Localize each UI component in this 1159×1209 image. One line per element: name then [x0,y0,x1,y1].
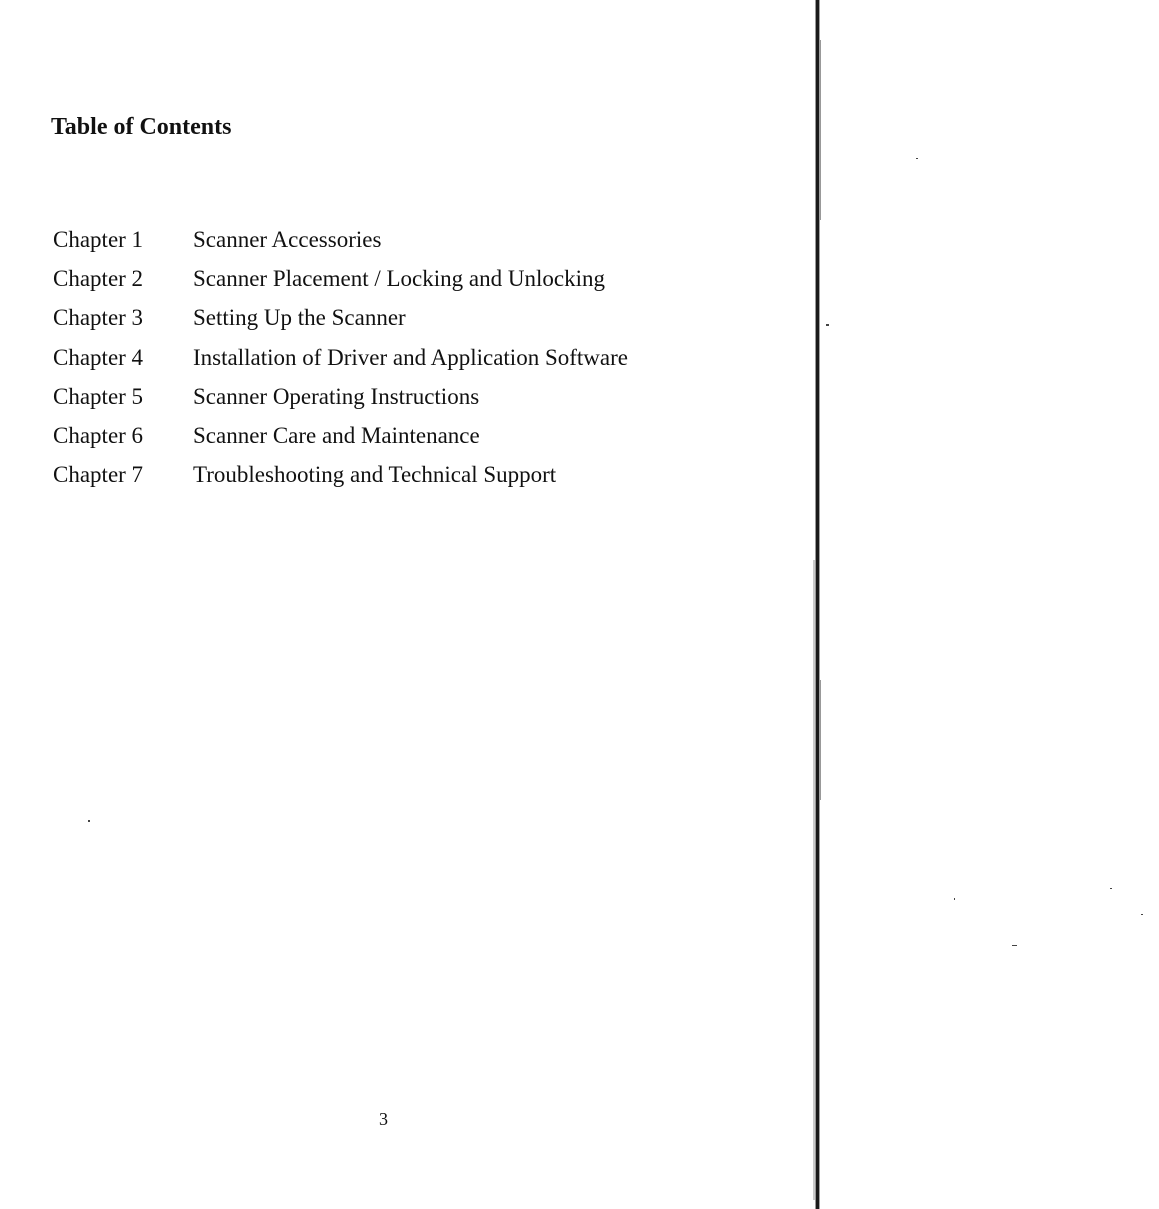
page-number: 3 [379,1109,388,1129]
toc-heading: Table of Contents [51,114,232,140]
toc-chapter-title: Scanner Operating Instructions [193,383,480,409]
toc-chapter-title: Installation of Driver and Application Software [193,344,628,370]
toc-chapter-label: Chapter 7 [53,462,144,488]
scan-speck [1141,914,1143,915]
toc-chapter-label: Chapter 2 [53,266,144,292]
toc-chapter-label: Chapter 1 [53,227,144,252]
toc-chapter-label: Chapter 4 [53,344,144,370]
binding-edge-line [811,0,827,1209]
toc-chapter-title: Scanner Care and Maintenance [193,422,480,448]
scan-speck [916,158,918,159]
scan-speck [1110,888,1112,889]
toc-chapter-title: Troubleshooting and Technical Support [193,462,557,488]
toc-chapter-title: Scanner Placement / Locking and Unlocking [193,266,605,292]
toc-chapter-label: Chapter 6 [53,422,144,448]
scan-speck [826,324,829,326]
toc-chapter-title: Scanner Accessories [193,227,382,252]
scan-speck [1012,945,1017,946]
toc-chapter-title: Setting Up the Scanner [193,305,406,331]
scan-speck [88,820,90,822]
scan-speck [954,898,955,900]
toc-chapter-label: Chapter 3 [53,305,144,331]
toc-chapter-label: Chapter 5 [53,383,144,409]
